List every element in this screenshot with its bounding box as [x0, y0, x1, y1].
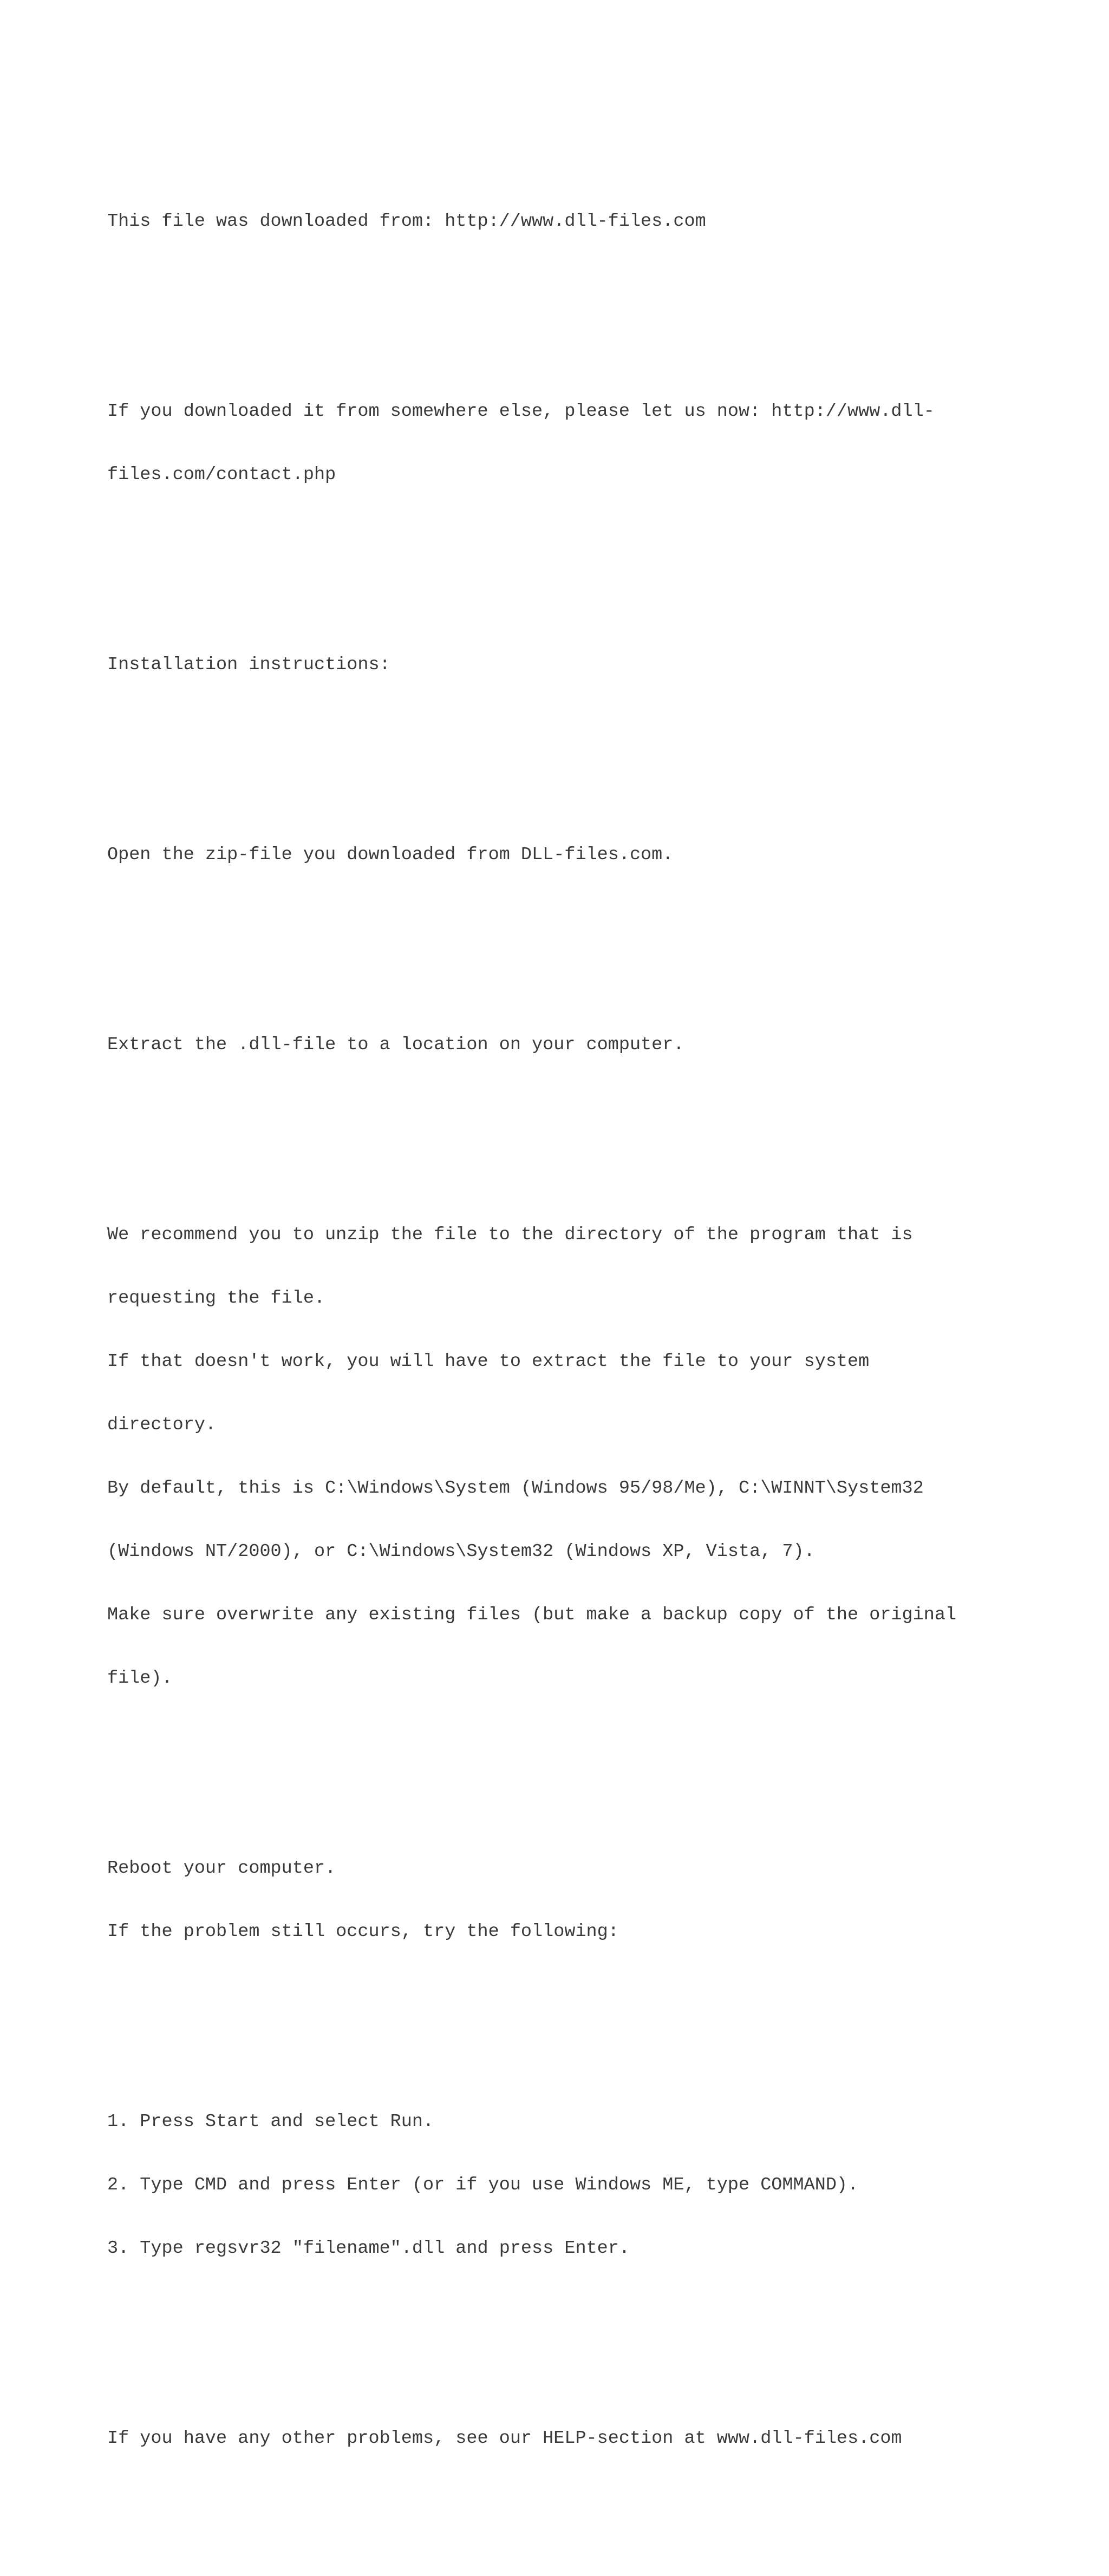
install-heading-paragraph [107, 612, 1039, 718]
help-paragraph [107, 2386, 1039, 2492]
open-step-paragraph [107, 802, 1039, 908]
report-line-2: files.com/contact.php [107, 465, 336, 485]
list-item: 2. Type CMD and press Enter (or if you use Windows ME, type COMMAND). [107, 2175, 859, 2195]
recommend-line-6: (Windows NT/2000), or C:\Windows\System32 (Windows XP, Vista, 7). [107, 1541, 815, 1562]
list-item: 1. Press Start and select Run. [107, 2111, 434, 2132]
reboot-line-2: If the problem still occurs, try the following: [107, 1921, 619, 1942]
recommend-line-7: Make sure overwrite any existing files (but make a backup copy of the original [107, 1605, 957, 1625]
open-step-line: Open the zip-file you downloaded from DLL-files.com. [107, 845, 674, 865]
reboot-line-1: Reboot your computer. [107, 1858, 336, 1879]
intro-paragraph [107, 169, 1039, 274]
document-body [107, 106, 1039, 2576]
recommend-line-5: By default, this is C:\Windows\System (Windows 95/98/Me), C:\WINNT\System32 [107, 1478, 924, 1499]
recommend-line-2: requesting the file. [107, 1288, 325, 1309]
steps-list [107, 2069, 1039, 2302]
recommend-line-4: directory. [107, 1415, 217, 1435]
recommend-line-1: We recommend you to unzip the file to the directory of the program that is [107, 1225, 913, 1245]
recommend-line-3: If that doesn't work, you will have to extract the file to your system [107, 1351, 870, 1372]
recommend-line-8: file). [107, 1668, 173, 1689]
extract-step-paragraph [107, 992, 1039, 1098]
recommend-paragraph [107, 1182, 1039, 1731]
reboot-paragraph [107, 1816, 1039, 1985]
report-paragraph [107, 359, 1039, 528]
list-item: 3. Type regsvr32 "filename".dll and press Enter. [107, 2238, 630, 2259]
help-line: If you have any other problems, see our HELP-section at www.dll-files.com [107, 2428, 902, 2449]
download-source-line: This file was downloaded from: http://www.dll-files.com [107, 211, 706, 232]
install-heading: Installation instructions: [107, 655, 390, 675]
report-line-1: If you downloaded it from somewhere else, please let us now: http://www.dll- [107, 401, 935, 422]
extract-step-line: Extract the .dll-file to a location on your computer. [107, 1035, 684, 1055]
